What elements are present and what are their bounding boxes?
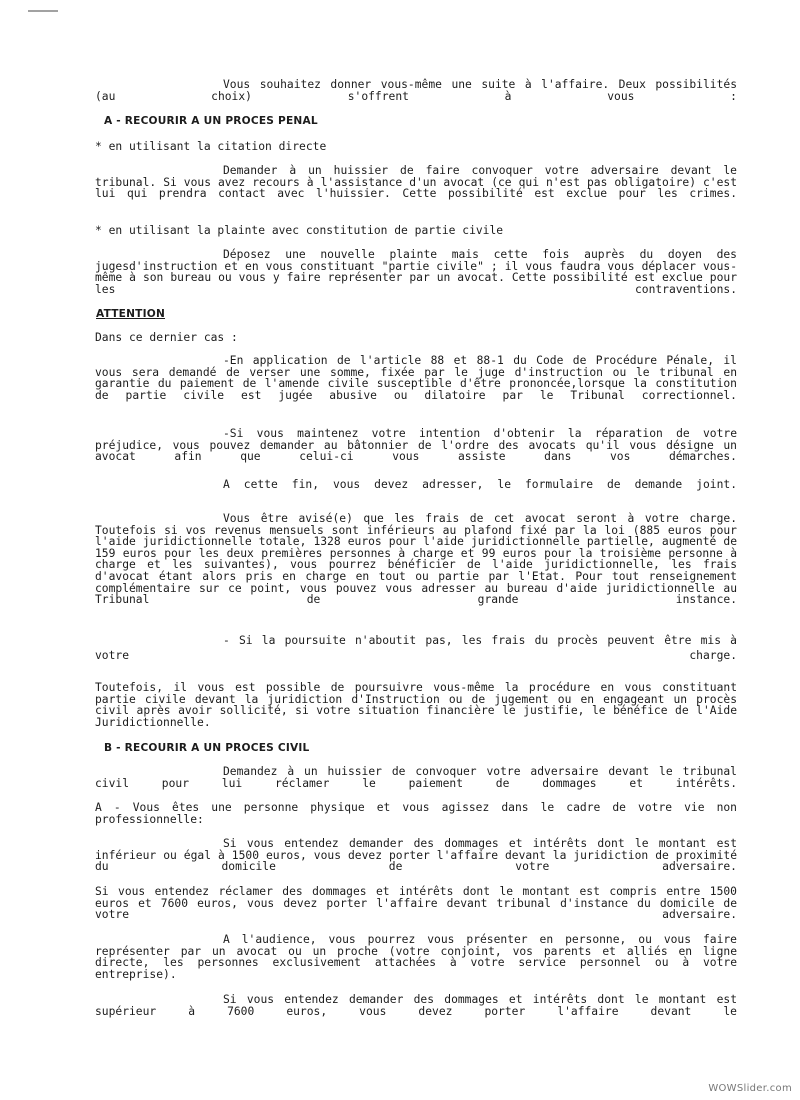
frais-avocat-paragraph: Vous être avisé(e) que les frais de cet avocat seront à votre charge. Toutefois si vos revenus mensuels sont inférieurs au plafond fixé par la loi (885 euros pour l'aide juridictionnelle totale, 1328 euros pour l'aide juridictionnelle partielle, augmenté de 159 euros pour les deux premières personnes à charge et 99 euros pour la troisième personne à charge et les suivantes), vous pourrez bénéficier de l'aide juridictionnelle, les frais d'avocat étant alors pris en charge en tout ou partie par l'Etat. Pour tout renseignement complémentaire sur ce point, vous pouvez vous adresser au bureau d'aide juridictionnelle au Tribunal de grande instance. (95, 512, 737, 607)
bullet-plainte: * en utilisant la plainte avec constitution de partie civile (95, 224, 504, 237)
section-b-title: B - RECOURIR A UN PROCES CIVIL (104, 742, 310, 754)
audience-paragraph: A l'audience, vous pourrez vous présenter en personne, ou vous faire représenter par un avocat ou un proche (votre conjoint, vos parents et alliés en ligne directe, les personnes exclusivement attachées à votre service personnel ou à votre entreprise). (95, 933, 737, 981)
toutefois-paragraph: Toutefois, il vous est possible de poursuivre vous-même la procédure en vous constituant partie civile devant la juridiction d'Instruction ou de jugement ou en engageant un procès civil après avoir sollicité, si votre situation financière le justifie, le bénéfice de l'Aide Juridictionnelle. (95, 681, 737, 729)
intro-paragraph: Vous souhaitez donner vous-même une suite à l'affaire. Deux possibilités (au choix) s'offrent à vous : (95, 78, 737, 103)
attention-heading: ATTENTION (96, 308, 166, 320)
formulaire-paragraph: A cette fin, vous devez adresser, le formulaire de demande joint. (223, 478, 737, 491)
superieur-7600-paragraph: Si vous entendez demander des dommages et intérêts dont le montant est supérieur à 7600 euros, vous devez porter l'affaire devant le (95, 993, 737, 1018)
batonnier-paragraph: -Si vous maintenez votre intention d'obtenir la réparation de votre préjudice, vous pouvez demander au bâtonnier de l'ordre des avocats qu'il vous désigne un avocat afin que celui-ci vous assiste dans vos démarches. (95, 427, 737, 464)
montant-1500-paragraph: Si vous entendez demander des dommages et intérêts dont le montant est inférieur ou égal à 1500 euros, vous devez porter l'affaire devant la juridiction de proximité du domicile de votre adversaire. (95, 837, 737, 874)
citation-paragraph: Demander à un huissier de faire convoquer votre adversaire devant le tribunal. Si vous avez recours à l'assistance d'un avocat (ce qui n'est pas obligatoire) c'est lui qui prendra contact avec l'huissier. Cette possibilité est exclue pour les crimes. (95, 164, 737, 201)
plainte-paragraph: Déposez une nouvelle plainte mais cette fois auprès du doyen des jugesd'instruction et en vous constituant "partie civile" ; il vous faudra vous déplacer vous-même à son bureau ou vous y faire représenter par un avocat. Cette possibilité est exclue pour les contraventions. (95, 248, 737, 296)
section-a-title: A - RECOURIR A UN PROCES PENAL (104, 115, 318, 127)
bullet-citation-directe: * en utilisant la citation directe (95, 140, 327, 153)
poursuite-paragraph: - Si la poursuite n'aboutit pas, les frais du procès peuvent être mis à votre charge. (95, 634, 737, 662)
personne-physique-paragraph: A - Vous êtes une personne physique et vous agissez dans le cadre de votre vie non professionnelle: (95, 801, 737, 826)
scan-mark (28, 10, 58, 12)
proces-civil-paragraph: Demandez à un huissier de convoquer votre adversaire devant le tribunal civil pour lui réclamer le paiement de dommages et intérêts. (95, 765, 737, 790)
article-88-paragraph: -En application de l'article 88 et 88-1 du Code de Procédure Pénale, il vous sera demandé de verser une somme, fixée par le juge d'instruction ou le tribunal en garantie du paiement de l'amende civile susceptible d'être prononcée,lorsque la constitution de partie civile est jugée abusive ou dilatoire par le Tribunal correctionnel. (95, 354, 737, 402)
montant-7600-paragraph: Si vous entendez réclamer des dommages et intérêts dont le montant est compris entre 1500 euros et 7600 euros, vous devez porter l'affaire devant tribunal d'instance du domicile de votre adversaire. (95, 885, 737, 922)
watermark-text: WOWSlider.com (708, 1083, 792, 1094)
dernier-cas-label: Dans ce dernier cas : (95, 331, 238, 344)
